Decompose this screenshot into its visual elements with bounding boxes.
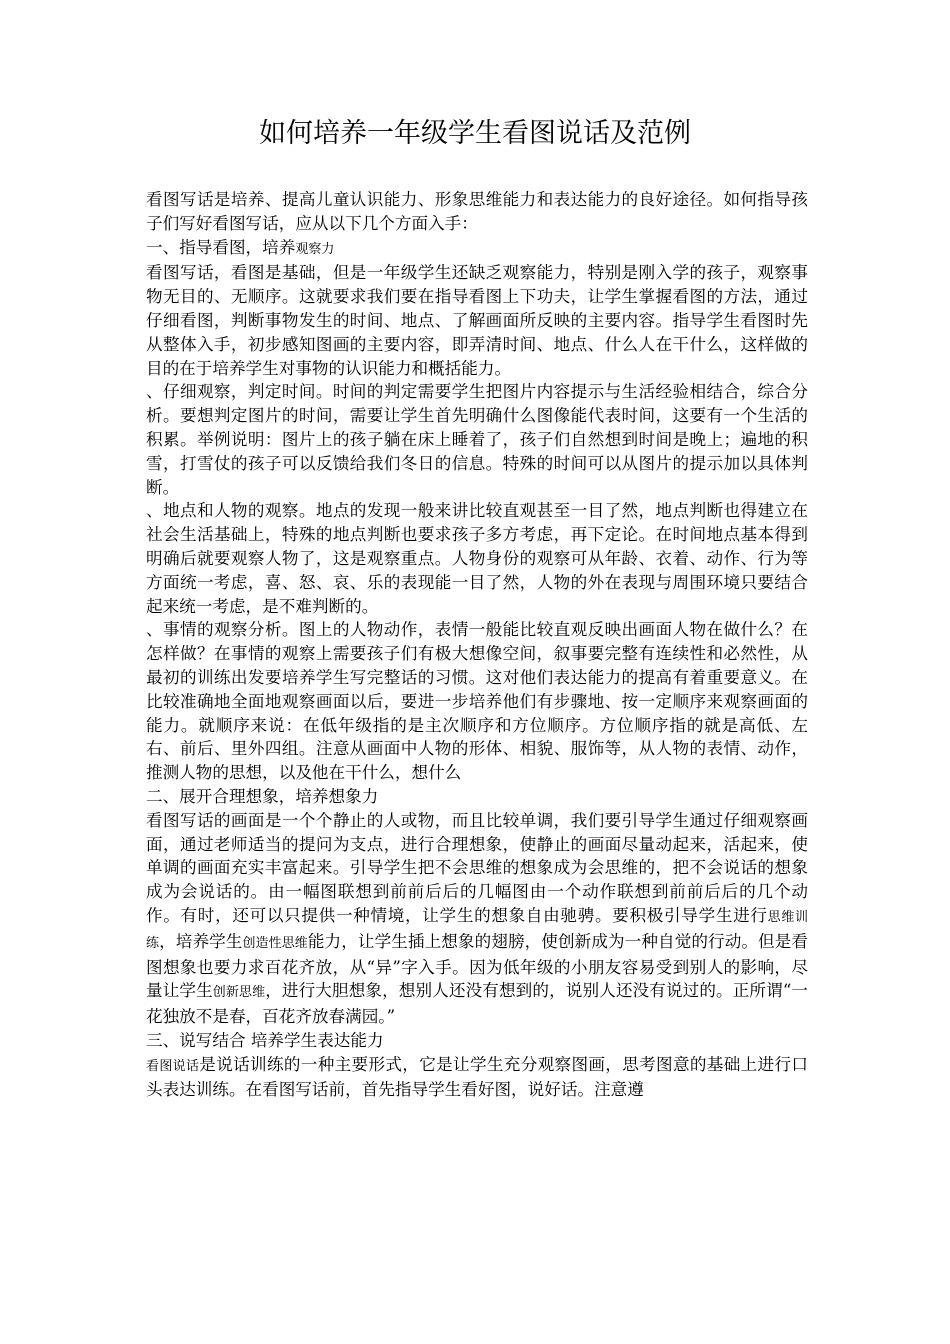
text-segment: 看图写话的画面是一个个静止的人或物，而且比较单调，我们要引导学生通过仔细观察画面，通过老师适当的提问为支点，进行合理想象，使静止的画面尽量动起来，活起来，使单调的画面充实丰富起来。引导学生把不会思维的想象成为会思维的，把不会说话的想象成为会说话的。由一幅图联想到前前后后的几幅图由一个动作联想到前前后后的几个动作。有时，还可以只提供一种情境，让学生的想象自由驰骋。要积极引导学生进行	[146, 810, 808, 925]
paragraph-text: 看图写话是培养、提高儿童认识能力、形象思维能力和表达能力的良好途径。如何指导孩子们写好看图写话，应从以下几个方面入手：	[146, 190, 808, 233]
paragraph-text: 、地点和人物的观察。地点的发现一般来讲比较直观甚至一目了然，地点判断也得建立在社会生活基础上，特殊的地点判断也要求孩子多方考虑，再下定论。在时间地点基本得到明确后就要观察人物了，这是观察重点。人物身份的观察可从年龄、衣着、动作、行为等方面统一考虑，喜、怒、哀、乐的表现能一目了然，人物的外在表现与周围环境只要结合起来统一考虑，是不难判断的。	[146, 501, 808, 616]
text-segment: 能力，让学生插上想象的翅膀，使创新成为一种自觉的行动。但是看图想象也要力求百花齐放，从“异”字入手。因为低年级的小朋友容易受到别人的影响，尽量让学生	[146, 931, 808, 1001]
paragraph-place-people	[146, 499, 808, 618]
paragraph-text: 、仔细观察，判定时间。时间的判定需要学生把图片内容提示与生活经验相结合，综合分析。要想判定图片的时间，需要让学生首先明确什么图像能代表时间，这要有一个生活的积累。举例说明：图片上的孩子躺在床上睡着了，孩子们自然想到时间是晚上；遍地的积雪，打雪仗的孩子可以反馈给我们冬日的信息。特殊的时间可以从图片的提示加以具体判断。	[146, 382, 808, 497]
text-segment: ，进行大胆想象，想别人还没有想到的，说别人还没有说过的。正所谓“一花独放不是春，百花齐放春满园。”	[146, 981, 809, 1027]
paragraph	[146, 261, 808, 380]
paragraph-speaking-writing	[146, 1053, 808, 1103]
intro-paragraph	[146, 188, 808, 236]
heading-text: 一、指导看图，培养	[146, 237, 296, 257]
small-text-segment: 创新思维	[212, 985, 266, 1001]
heading-small-text: 观察力	[295, 241, 335, 257]
small-text-segment: 思维训练	[146, 909, 808, 951]
text-segment: ，培养学生	[159, 931, 243, 951]
heading-text: 三、说写结合 培养学生表达能力	[146, 1030, 384, 1050]
heading-text: 二、展开合理想象，培养想象力	[146, 786, 379, 806]
paragraph-text: 看图写话，看图是基础，但是一年级学生还缺乏观察能力，特别是刚入学的孩子，观察事物无目的、无顺序。这就要求我们要在指导看图上下功夫，让学生掌握看图的方法，通过仔细看图，判断事物发生的时间、地点、了解画面所反映的主要内容。指导学生看图时先从整体入手，初步感知图画的主要内容，即弄清时间、地点、什么人在干什么，这样做的目的在于培养学生对事物的认识能力和概括能力。	[146, 263, 808, 378]
paragraph-time	[146, 380, 808, 499]
document-body	[146, 188, 808, 1102]
small-text-segment: 创造性思维	[242, 935, 308, 951]
section-heading-1	[146, 236, 808, 262]
small-text-segment: 看图说话	[146, 1058, 200, 1074]
paragraph-text: 、事情的观察分析。图上的人物动作，表情一般能比较直观反映出画面人物在做什么？在怎样做？在事情的观察上需要孩子们有极大想像空间，叙事要完整有连续性和必然性，从最初的训练出发要培养学生写完整话的习惯。这对他们表达能力的提高有着重要意义。在比较准确地全面地观察画面以后，要进一步培养他们有步骤地、按一定顺序来观察画面的能力。就顺序来说：在低年级指的是主次顺序和方位顺序。方位顺序指的就是高低、左右、前后、里外四组。注意从画面中人物的形体、相貌、服饰等，从人物的表情、动作，推测人物的思想，以及他在干什么，想什么	[146, 620, 808, 783]
text-segment: 是说话训练的一种主要形式，它是让学生充分观察图画，思考图意的基础上进行口头表达训练。在看图写话前，首先指导学生看好图，说好话。注意遵	[146, 1054, 808, 1100]
section-heading-3	[146, 1029, 808, 1053]
section-heading-2	[146, 785, 808, 809]
paragraph-event	[146, 618, 808, 785]
paragraph-imagination	[146, 809, 808, 1029]
document-title: 如何培养一年级学生看图说话及范例	[259, 118, 691, 149]
